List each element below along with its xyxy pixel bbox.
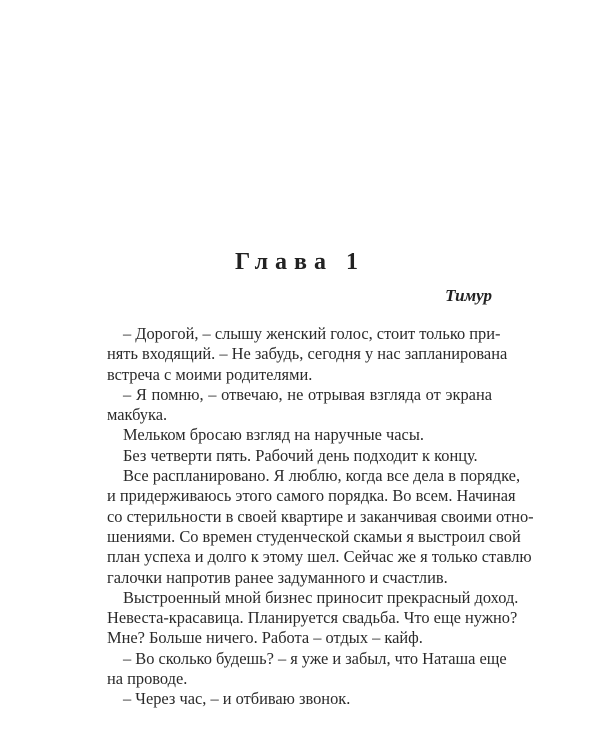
paragraph	[107, 385, 492, 426]
text-line: – Я помню, – отвечаю, не отрывая взгляда от экрана	[123, 384, 492, 404]
chapter-body	[107, 324, 534, 710]
text-line: на проводе.	[107, 669, 188, 689]
speaker-name: Тимур	[445, 286, 492, 305]
text-line: – Во сколько будешь? – я уже и забыл, что Наташа еще	[123, 648, 507, 668]
text-line: шениями. Со времен студенческой скамьи я выстроил свой	[107, 526, 521, 546]
text-line: нять входящий. – Не забудь, сегодня у нас запланирована	[107, 344, 508, 364]
text-line: Невеста-красавица. Планируется свадьба. Что еще нужно?	[107, 608, 518, 628]
paragraph	[107, 648, 507, 690]
paragraph	[107, 324, 508, 385]
paragraph	[107, 689, 492, 709]
text-line: Мельком бросаю взгляд на наручные часы.	[123, 425, 424, 445]
text-line: план успеха и долго к этому шел. Сейчас же я только ставлю	[107, 547, 532, 567]
text-line: встреча с моими родителями.	[107, 364, 313, 384]
text-line: – Через час, – и отбиваю звонок.	[123, 689, 351, 709]
text-line: галочки напротив ранее задуманного и счастлив.	[107, 567, 448, 587]
paragraph	[107, 425, 492, 445]
text-line: Все распланировано. Я люблю, когда все дела в порядке,	[123, 466, 521, 486]
text-line: макбука.	[107, 405, 168, 425]
paragraph	[107, 466, 534, 588]
text-line: со стерильности в своей квартире и заканчивая своими отно-	[107, 506, 534, 526]
text-line: и придерживаюсь этого самого порядка. Во всем. Начиная	[107, 486, 516, 506]
paragraph	[107, 446, 492, 466]
text-line: Мне? Больше ничего. Работа – отдых – кайф.	[107, 628, 423, 648]
chapter-title: Глава 1	[235, 249, 365, 275]
paragraph	[107, 587, 519, 649]
text-line: – Дорогой, – слышу женский голос, стоит только при-	[123, 324, 501, 343]
text-line: Без четверти пять. Рабочий день подходит к концу.	[123, 445, 478, 465]
text-line: Выстроенный мной бизнес приносит прекрасный доход.	[123, 587, 519, 607]
